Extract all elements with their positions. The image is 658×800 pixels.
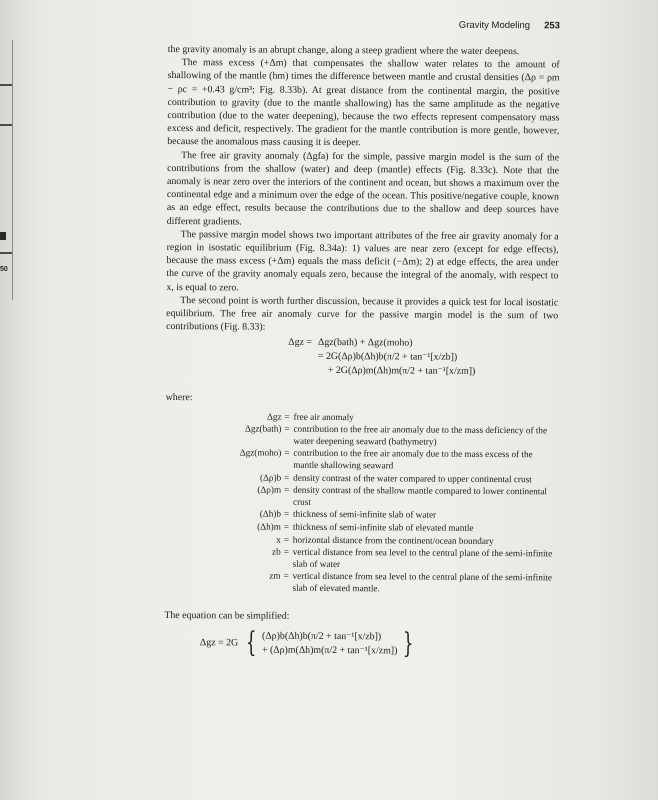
- definition-text: contribution to the free air anomaly due to the mass excess of the mantle shallowing seaward: [293, 448, 533, 471]
- definition-text: thickness of semi-infinite slab of water: [292, 509, 437, 521]
- edge-rule: [0, 252, 12, 254]
- equation-lhs: Δgz = 2G: [199, 637, 239, 649]
- definition-text: vertical distance from sea level to the central plane of the semi-infinite slab of water: [292, 546, 553, 569]
- equals-sign: =: [283, 534, 290, 545]
- paragraph: the gravity anomaly is an abrupt change, along a steep gradient where the water deepens.: [167, 43, 520, 58]
- definition-symbol: zb: [272, 546, 281, 557]
- definition-item: [165, 447, 557, 473]
- edge-rule: [0, 124, 12, 126]
- equation-line: [166, 335, 558, 351]
- definition-item: [164, 570, 556, 596]
- definition-item: [165, 472, 557, 486]
- edge-vertical-rule: [12, 40, 13, 300]
- definition-symbol: Δgz(bath): [244, 423, 282, 434]
- paragraph: The passive margin model shows two important attributes of the free air gravity anomaly for a region in isostatic equilibrium (Fig. 8.34a): 1) values are near zero (except for edge effects), because the mass excess (+Δm) equals the mass deficit (−Δm); 2) at edge effects, the area under the curve of the gravity anomaly equals zero, because the integral of the anomaly, with respect to x, is equal to zero.: [166, 228, 559, 294]
- edge-rule: [0, 84, 12, 86]
- equals-sign: =: [284, 411, 290, 422]
- definition-text: horizontal distance from the continent/ocean boundary: [292, 534, 494, 546]
- equation-term: = 2G(Δρ)b(Δh)b(π/2 + tan⁻¹[x/zb]): [317, 351, 458, 364]
- definition-symbol: x: [276, 534, 281, 545]
- definition-item: [165, 508, 557, 522]
- paragraph: The second point is worth further discussion, because it provides a quick test for local isostatic equilibrium. The free air anomaly curve for the passive margin model is the sum of two contributions (Fig. 8.33):: [166, 294, 559, 333]
- running-title: Gravity Modeling: [458, 19, 531, 32]
- left-brace: {: [245, 625, 257, 659]
- margin-number: 50: [0, 266, 8, 273]
- definition-symbol: zm: [269, 571, 281, 582]
- definition-text: density contrast of the shallow mantle compared to lower continental crust: [293, 485, 548, 507]
- equals-sign: =: [284, 472, 290, 483]
- definition-text: vertical distance from sea level to the central plane of the semi-infinite slab of elevated mantle.: [292, 571, 553, 594]
- where-label: where:: [165, 392, 193, 404]
- equation-block: [166, 335, 558, 379]
- equals-sign: =: [284, 484, 290, 495]
- definition-symbol: (Δh)m: [257, 521, 281, 532]
- definition-item: [165, 521, 557, 535]
- definition-list: [164, 411, 557, 596]
- brace-contents: [260, 629, 400, 658]
- running-header: [168, 18, 560, 31]
- definition-symbol: Δgz: [266, 411, 282, 422]
- definition-text: free air anomaly: [293, 411, 354, 422]
- definition-symbol: Δgz(moho): [239, 447, 282, 459]
- equals-sign: =: [284, 423, 290, 435]
- equation-lhs: Δgz =: [288, 337, 313, 349]
- equation-term: (Δρ)b(Δh)b(π/2 + tan⁻¹[x/zb]): [262, 630, 382, 642]
- brace-group: [242, 625, 417, 660]
- equals-sign: =: [284, 448, 290, 459]
- definition-item: [165, 423, 557, 449]
- equals-sign: =: [283, 521, 290, 532]
- definition-symbol: (Δh)b: [259, 508, 282, 520]
- page-number: 253: [544, 20, 560, 32]
- simplified-equation: [164, 625, 556, 660]
- definition-item: [165, 484, 557, 510]
- edge-mark: [0, 232, 6, 240]
- simplification-label: The equation can be simplified:: [164, 609, 290, 622]
- equation-term: + 2G(Δρ)m(Δh)m(π/2 + tan⁻¹[x/zm]): [327, 365, 476, 378]
- equation-line: [166, 363, 558, 379]
- equals-sign: =: [283, 571, 289, 582]
- definition-text: contribution to the free air anomaly due to the mass deficiency of the water deepening seaward (bathymetry): [293, 424, 548, 447]
- body-text: [166, 43, 560, 336]
- right-brace: }: [402, 626, 414, 660]
- definition-item: [165, 534, 557, 548]
- equation-term: Δgz(bath) + Δgz(moho): [317, 337, 413, 349]
- paragraph: The free air gravity anomaly (Δgfa) for the simple, passive margin model is the sum of the contributions from the shallow (water) and deep (mantle) effects (Fig. 8.33c). Note that the anomaly is near zero over the interiors of the continent and ocean, but shows a maximum over the continental edge and a minimum over the edge of the ocean. This positive/negative couple, known as an edge effect, results because the contributions due to the shallow and deep sources have different gradients.: [166, 149, 560, 228]
- book-page: [164, 18, 560, 659]
- definition-item: [166, 411, 558, 425]
- equation-term: + (Δρ)m(Δh)m(π/2 + tan⁻¹[x/zm]): [261, 644, 398, 656]
- definition-item: [165, 546, 557, 572]
- equals-sign: =: [283, 509, 290, 520]
- definition-text: thickness of semi-infinite slab of elevated mantle: [292, 521, 474, 533]
- equals-sign: =: [283, 546, 289, 557]
- definition-text: density contrast of the water compared to upper continental crust: [293, 472, 532, 484]
- definition-symbol: (Δρ)b: [259, 472, 282, 483]
- paragraph: The mass excess (+Δm) that compensates the shallow water relates to the amount of shallowing of the mantle (hm) times the difference between mantle and crustal densities (Δρ = ρm − ρc = +0.43 g/cm³; Fig. 8.33b). At great distance from the continental margin, the positive contribution to gravity (due to the mantle shallowing) has the same amplitude as the negative contribution (due to the water deepening), because the two effects represent compensatory mass excess and deficit, respectively. The gradient for the mantle contribution is more gentle, however, because the anomalous mass causing it is deeper.: [167, 57, 560, 149]
- definition-symbol: (Δρ)m: [257, 484, 282, 495]
